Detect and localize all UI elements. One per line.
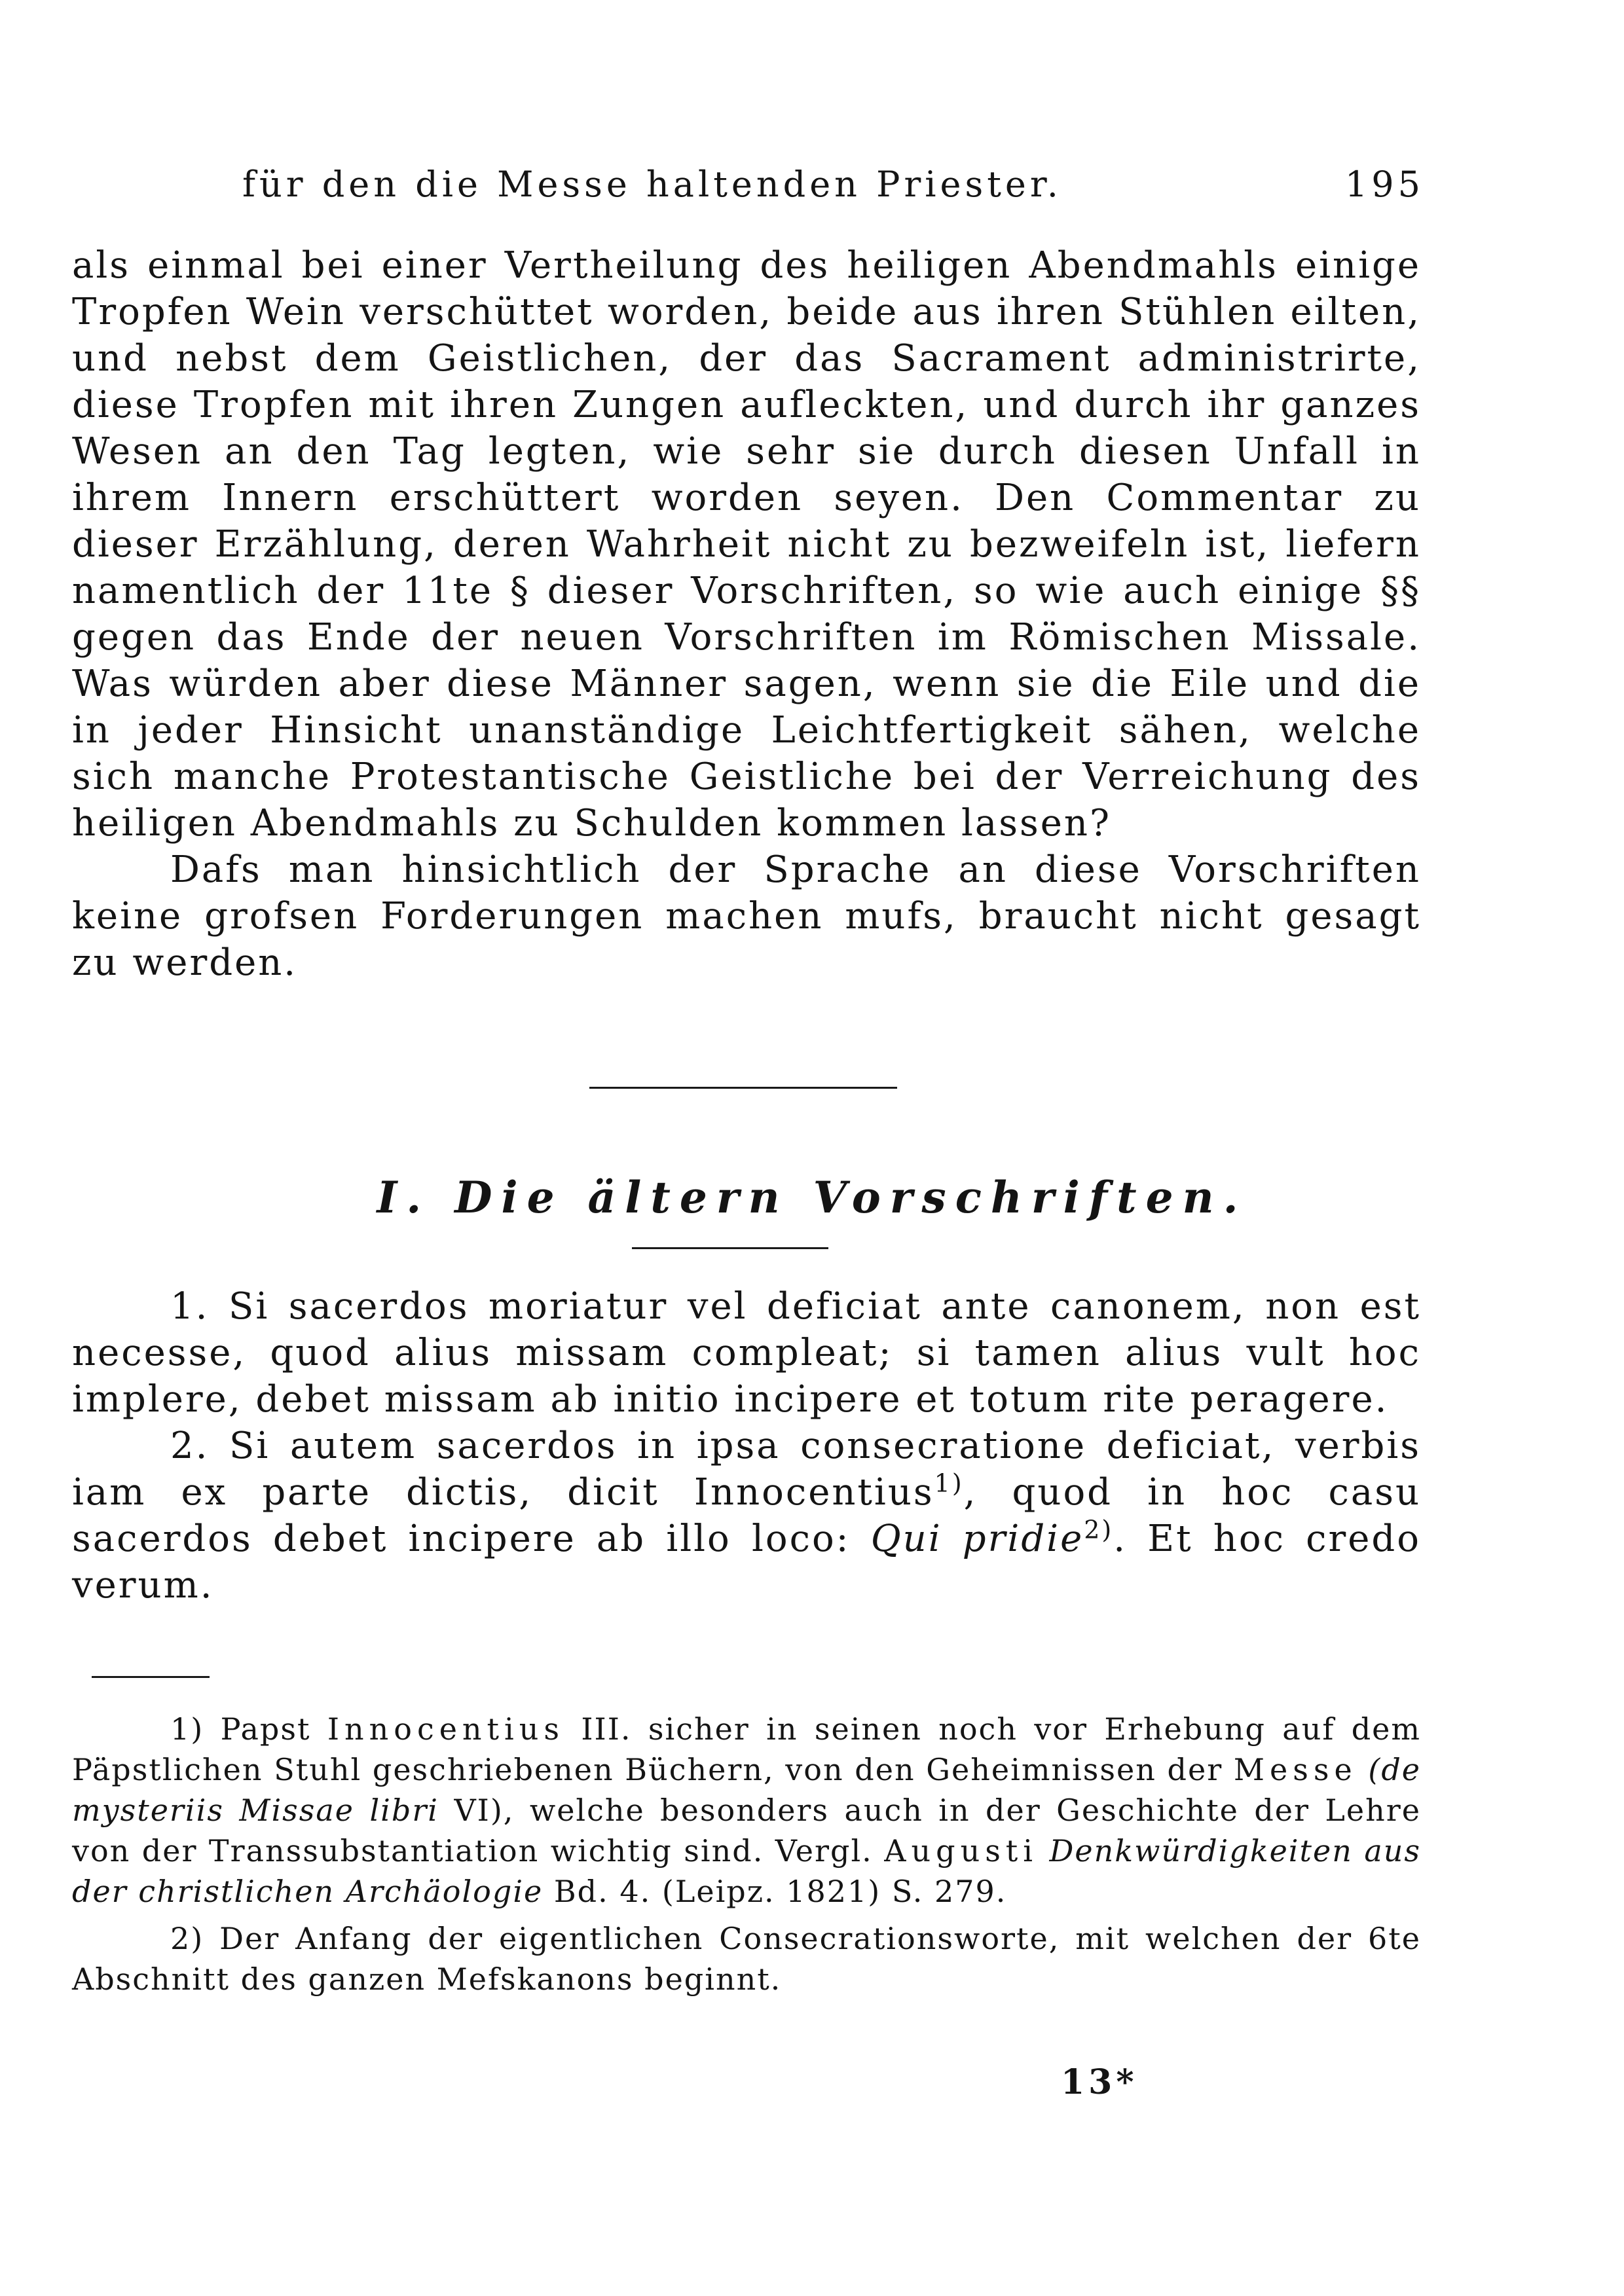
page-header [242,164,1424,216]
page-number: 195 [1344,164,1424,205]
italic-phrase: Qui pridie [870,1518,1084,1560]
german-text [72,242,1421,986]
footnote-rule [92,1676,210,1678]
section-divider [589,1087,897,1089]
footnote-reference: 2) [1084,1515,1114,1544]
paragraph: Dafs man hinsichtlich der Sprache an diese Vorschriften keine grofsen Forderungen machen mufs, braucht nicht gesagt zu werden. [72,848,1421,984]
footnote: 2) Der Anfang der eigentlichen Consecrationsworte, mit welchen der 6te Abschnitt des ganzen Mefskanons beginnt. [72,1921,1421,1997]
signature-mark: 13* [1061,2062,1138,2102]
latin-text [72,1283,1421,1609]
section-heading: I. Die ältern Vorschriften. [377,1172,1247,1223]
footnote: 1) Papst Innocentius III. sicher in seinen noch vor Erhebung auf dem Päpstlichen Stuhl geschriebenen Büchern, von den Geheimnissen der Messe (de mysteriis Missae libri VI), welche besonders auch in der Geschichte der Lehre von der Transsubstantiation wichtig sind. Vergl. Augusti Denkwürdigkeiten aus der christlichen Archäologie Bd. 4. (Leipz. 1821) S. 279. [72,1711,1422,1909]
heading-underline [632,1247,828,1249]
paragraph: als einmal bei einer Vertheilung des heiligen Abendmahls einige Tropfen Wein verschüttet worden, beide aus ihren Stühlen eilten, und nebst dem Geistlichen, der das Sacrament administrirte, diese Tropfen mit ihren Zungen aufleckten, und durch ihr ganzes Wesen an den Tag legten, wie sehr sie durch diesen Unfall in ihrem Innern erschüttert worden seyen. Den Commentar zu dieser Erzählung, deren Wahrheit nicht zu bezweifeln ist, liefern namentlich der 11te § dieser Vorschriften, so wie auch einige §§ gegen das Ende der neuen Vorschriften im Römischen Missale. Was würden aber diese Männer sagen, wenn sie die Eile und die in jeder Hinsicht unanständige Leichtfertigkeit sähen, welche sich manche Protestantische Geistliche bei der Verreichung des heiligen Abendmahls zu Schulden kommen lassen? [72,244,1421,845]
footnote-reference: 1) [934,1468,964,1498]
paragraph: 1. Si sacerdos moriatur vel deficiat ante canonem, non est necesse, quod alius missam compleat; si tamen alius vult hoc implere, debet missam ab initio incipere et totum rite peragere. [72,1285,1421,1421]
paragraph: 2. Si autem sacerdos in ipsa consecratione deficiat, verbis iam ex parte dictis, dicit Innocentius$^{1)}$, quod in hoc casu sacerdos debet incipere ab illo loco: Qui pridie$^{2)}$. Et hoc credo verum. [72,1425,1422,1607]
footnotes [72,1709,1421,2006]
running-title: für den die Messe haltenden Priester. [242,164,1062,205]
